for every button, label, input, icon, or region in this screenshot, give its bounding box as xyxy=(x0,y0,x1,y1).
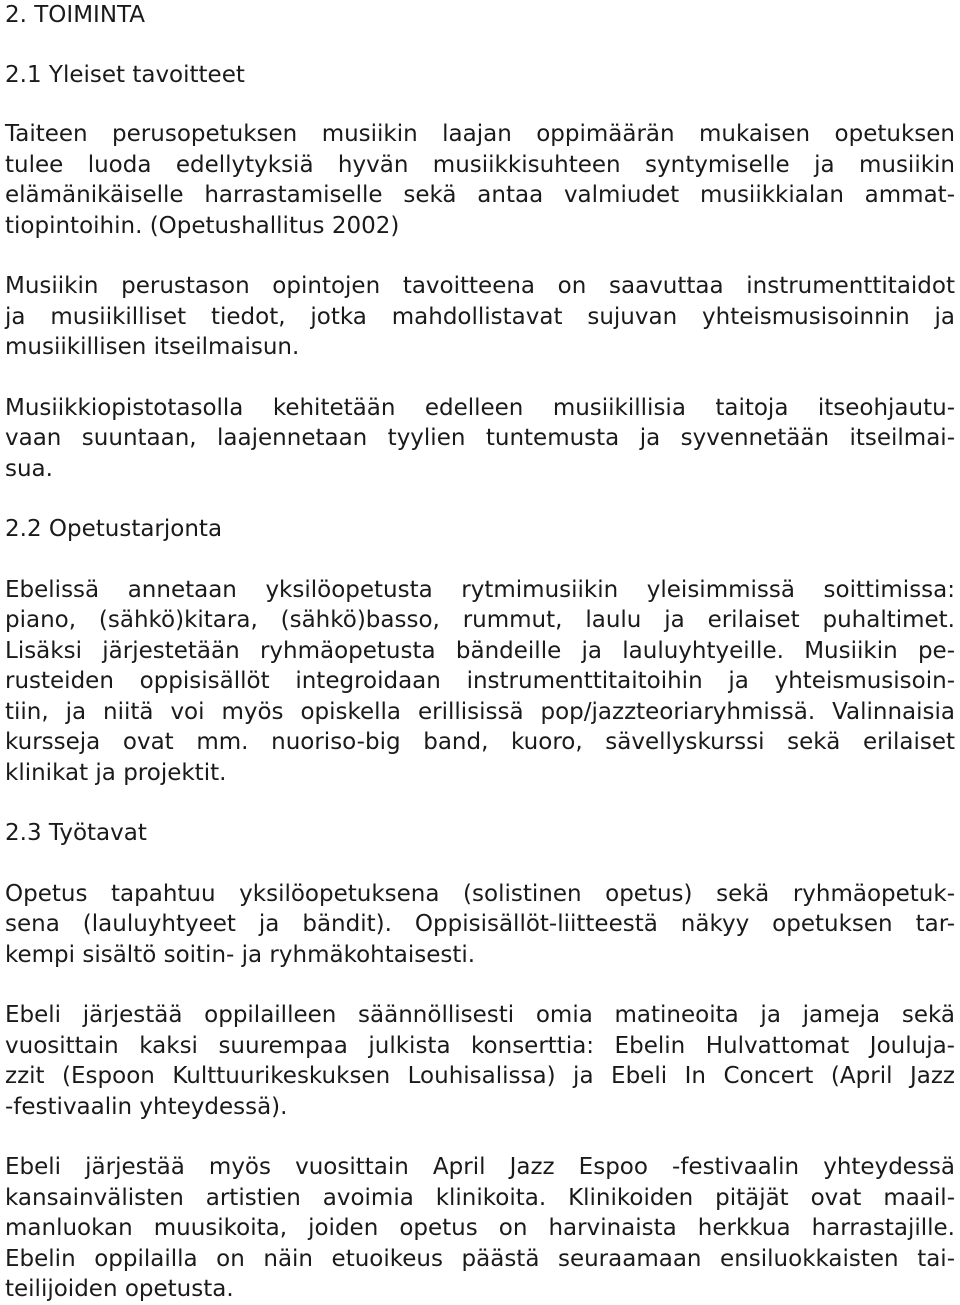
paragraph-goals-1 xyxy=(5,119,955,241)
text-line: rusteiden oppisisällöt integroidaan instrumenttitaitoihin ja yhteismusisoin- xyxy=(5,668,955,694)
subsection-title-offering: 2.2 Opetustarjonta xyxy=(5,516,223,542)
text-line: teilijoiden opetusta. xyxy=(5,1276,234,1302)
paragraph-offering-1 xyxy=(5,575,955,789)
text-line: tiin, ja niitä voi myös opiskella erillisissä pop/jazzteoriaryhmissä. Valinnaisia xyxy=(5,698,955,725)
paragraph-goals-2 xyxy=(5,271,955,363)
document-page xyxy=(5,0,955,1305)
text-line: Ebelissä annetaan yksilöopetusta rytmimusiikin yleisimmissä soittimissa: xyxy=(5,576,955,603)
text-line: Opetus tapahtuu yksilöopetuksena (solistinen opetus) sekä ryhmäopetuk- xyxy=(5,880,955,907)
text-line: tulee luoda edellytyksiä hyvän musiikkisuhteen syntymiselle ja musiikin xyxy=(5,151,955,178)
text-line: Taiteen perusopetuksen musiikin laajan oppimäärän mukaisen opetuksen xyxy=(5,121,955,147)
text-line: kansainvälisten artistien avoimia klinikoita. Klinikoiden pitäjät ovat maail- xyxy=(5,1184,955,1211)
text-line: kursseja ovat mm. nuoriso-big band, kuoro, sävellyskurssi sekä erilaiset xyxy=(5,729,955,755)
text-line: sena (lauluyhtyeet ja bändit). Oppisisällöt-liitteestä näkyy opetuksen tar- xyxy=(5,911,955,937)
text-line: elämänikäiselle harrastamiselle sekä antaa valmiudet musiikkialan ammat- xyxy=(5,182,955,208)
subsection-title-methods: 2.3 Työtavat xyxy=(5,820,147,846)
text-line: Ebeli järjestää oppilailleen säännöllisesti omia matineoita ja jameja sekä xyxy=(5,1002,955,1028)
text-line: vaan suuntaan, laajennetaan tyylien tuntemusta ja syvennetään itseilmai- xyxy=(5,425,955,451)
text-line: Ebeli järjestää myös vuosittain April Jazz Espoo -festivaalin yhteydessä xyxy=(5,1154,955,1180)
text-line: zzit (Espoon Kulttuurikeskuksen Louhisalissa) ja Ebeli In Concert (April Jazz xyxy=(5,1063,955,1089)
text-line: klinikat ja projektit. xyxy=(5,759,227,786)
text-line: manluokan muusikoita, joiden opetus on harvinaista herkkua harrastajille. xyxy=(5,1215,955,1241)
text-line: sua. xyxy=(5,455,53,482)
section-title: 2. TOIMINTA xyxy=(5,2,146,28)
text-line: Ebelin oppilailla on näin etuoikeus päästä seuraamaan ensiluokkaisten tai- xyxy=(5,1245,955,1272)
paragraph-methods-1 xyxy=(5,879,955,971)
text-line: piano, (sähkö)kitara, (sähkö)basso, rummut, laulu ja erilaiset puhaltimet. xyxy=(5,607,955,633)
text-line: kempi sisältö soitin- ja ryhmäkohtaisesti. xyxy=(5,941,476,968)
text-line: musiikillisen itseilmaisun. xyxy=(5,334,300,360)
paragraph-methods-2 xyxy=(5,1000,955,1122)
text-line: Musiikkiopistotasolla kehitetään edelleen musiikillisia taitoja itseohjautu- xyxy=(5,394,955,421)
paragraph-methods-3 xyxy=(5,1152,955,1305)
text-line: Lisäksi järjestetään ryhmäopetusta bändeille ja lauluyhtyeille. Musiikin pe- xyxy=(5,637,955,664)
text-line: ja musiikilliset tiedot, jotka mahdollistavat sujuvan yhteismusisoinnin ja xyxy=(5,303,955,330)
paragraph-goals-3 xyxy=(5,393,955,485)
text-line: Musiikin perustason opintojen tavoitteena on saavuttaa instrumenttitaidot xyxy=(5,273,955,299)
text-line: vuosittain kaksi suurempaa julkista konserttia: Ebelin Hulvattomat Jouluja- xyxy=(5,1032,955,1059)
subsection-title-goals: 2.1 Yleiset tavoitteet xyxy=(5,61,245,88)
text-line: -festivaalin yhteydessä). xyxy=(5,1093,288,1120)
text-line: tiopintoihin. (Opetushallitus 2002) xyxy=(5,212,400,239)
